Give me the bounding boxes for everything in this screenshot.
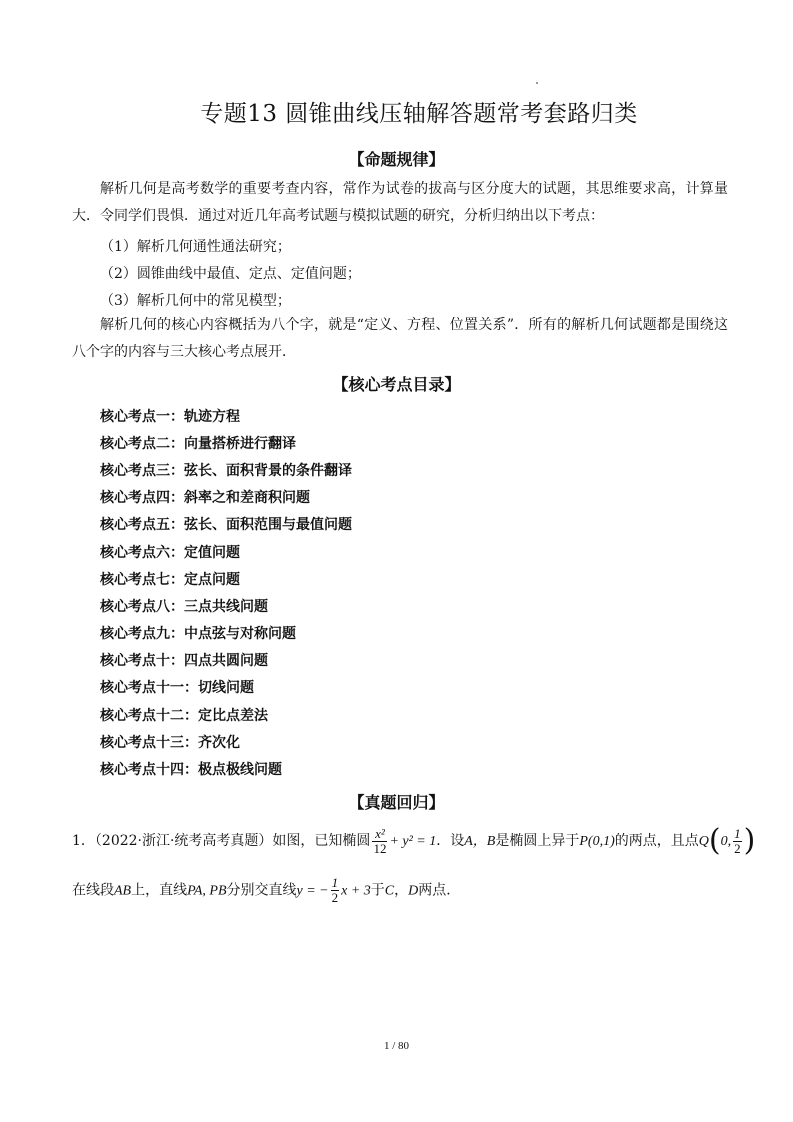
point-item-3: （3）解析几何中的常见模型； bbox=[100, 293, 291, 309]
page-number: 1 / 80 bbox=[383, 1040, 410, 1052]
problem-text-c: 的两点，且点 bbox=[614, 833, 699, 849]
ellipse-frac-num: x² bbox=[372, 827, 387, 842]
ellipse-rest: + y² = 1 bbox=[389, 834, 437, 849]
section-heading-real: 【真题回归】 bbox=[348, 793, 445, 812]
point-q-letter: Q bbox=[698, 834, 709, 849]
problem-text-e: 上，直线 bbox=[131, 882, 188, 899]
toc-item-9: 核心考点九：中点弦与对称问题 bbox=[100, 626, 296, 642]
point-item-1: （1）解析几何通性通法研究； bbox=[100, 239, 291, 255]
q-frac-den: 2 bbox=[734, 840, 741, 856]
line-eq-right: x + 3 bbox=[341, 883, 371, 899]
toc-item-11: 核心考点十一：切线问题 bbox=[100, 680, 254, 696]
section-heading-toc: 【核心考点目录】 bbox=[332, 375, 461, 394]
ellipse-frac-den: 12 bbox=[373, 840, 387, 856]
problem-text-sep: ， bbox=[394, 882, 409, 899]
toc-item-3: 核心考点三：弦长、面积背景的条件翻译 bbox=[100, 463, 352, 479]
problem-text-d: 在线段 bbox=[72, 882, 114, 899]
problem-line-1: 1．（2022·浙江·统考高考真题）如图，已知椭圆 $\frac{\text{x²}}{12}$ + y² = 1．设A，B是椭圆上异于P(0,1)的两点，且点Q(0, $\frac{1}{2}$ ) bbox=[72, 823, 756, 858]
toc-item-2: 核心考点二：向量搭桥进行翻译 bbox=[100, 436, 296, 452]
toc-item-10: 核心考点十：四点共圆问题 bbox=[100, 653, 268, 669]
toc-item-7: 核心考点七：定点问题 bbox=[100, 572, 240, 588]
toc-item-6: 核心考点六：定值问题 bbox=[100, 545, 240, 561]
problem-line-2 bbox=[72, 876, 460, 905]
point-c: C bbox=[384, 883, 395, 899]
toc-item-1: 核心考点一：轨迹方程 bbox=[100, 409, 240, 425]
segment-ab: AB bbox=[114, 883, 132, 899]
lines-pa-pb: PA, PB bbox=[187, 883, 227, 899]
line-frac-num: 1 bbox=[331, 875, 339, 890]
toc-item-5: 核心考点五：弦长、面积范围与最值问题 bbox=[100, 517, 352, 533]
point-item-2: （2）圆锥曲线中最值、定点、定值问题； bbox=[100, 266, 361, 282]
q-frac-num: 1 bbox=[734, 825, 741, 841]
problem-text-b: 是椭圆上异于 bbox=[495, 833, 580, 849]
toc-item-8: 核心考点八：三点共线问题 bbox=[100, 599, 268, 615]
problem-text-g: 于 bbox=[370, 882, 385, 899]
point-p: P(0,1) bbox=[579, 834, 615, 849]
points-ab: A，B bbox=[464, 834, 496, 849]
line-eq-fraction bbox=[331, 876, 340, 905]
problem-text-a: ．设 bbox=[436, 833, 465, 849]
line-eq-left: y = − bbox=[296, 883, 329, 899]
problem-prefix: 1．（2022·浙江·统考高考真题）如图，已知椭圆 bbox=[72, 833, 371, 849]
toc-item-4: 核心考点四：斜率之和差商积问题 bbox=[100, 490, 310, 506]
page-title: 专题13 圆锥曲线压轴解答题常考套路归类 bbox=[200, 101, 638, 127]
problem-text-h: 两点． bbox=[418, 882, 461, 899]
point-d: D bbox=[408, 883, 419, 899]
section-heading-rules: 【命题规律】 bbox=[348, 150, 445, 169]
problem-text-f: 分别交直线 bbox=[226, 882, 297, 899]
point-q-x: 0, bbox=[720, 834, 732, 849]
ellipse-fraction bbox=[372, 827, 387, 856]
line-frac-den: 2 bbox=[331, 890, 339, 905]
toc-item-14: 核心考点十四：极点极线问题 bbox=[100, 762, 282, 778]
scan-dot bbox=[536, 82, 538, 84]
toc-item-12: 核心考点十二：定比点差法 bbox=[100, 708, 268, 724]
point-q-fraction bbox=[733, 827, 742, 856]
core-paragraph: 解析几何的核心内容概括为八个字，就是“定义、方程、位置关系”．所有的解析几何试题都是围绕这八个字的内容与三大核心考点展开． bbox=[72, 317, 728, 360]
intro-paragraph: 解析几何是高考数学的重要考查内容，常作为试卷的拔高与区分度大的试题，其思维要求高，计算量大．令同学们畏惧．通过对近几年高考试题与模拟试题的研究，分析归纳出以下考点： bbox=[72, 181, 728, 224]
toc-item-13: 核心考点十三：齐次化 bbox=[100, 735, 240, 751]
